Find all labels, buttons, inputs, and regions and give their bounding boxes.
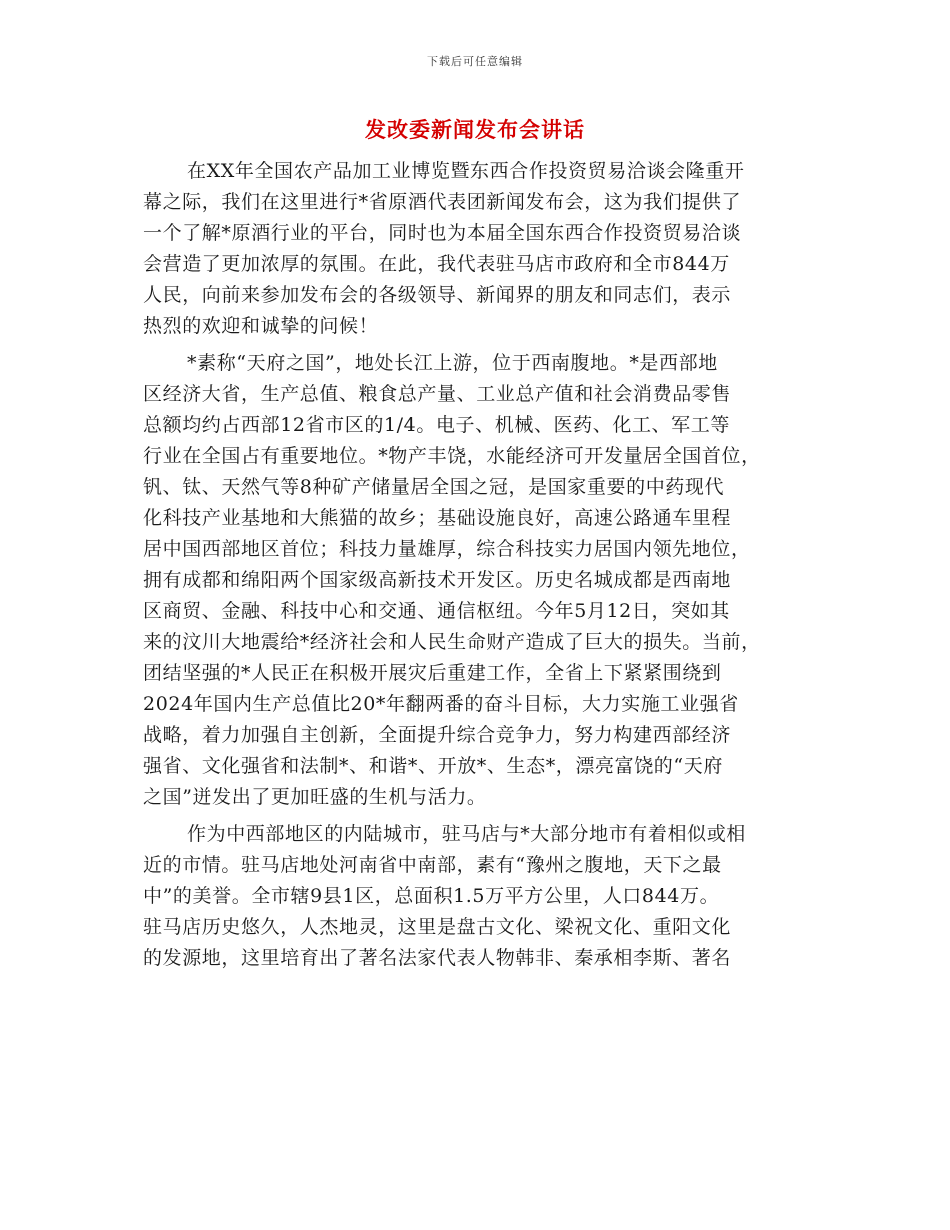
text-line: 来的汶川大地震给*经济社会和人民生命财产造成了巨大的损失。当前， — [143, 631, 761, 653]
text-line: 钒、钛、天然气等8种矿产储量居全国之冠，是国家重要的中药现代 — [143, 476, 725, 498]
text-line: 驻马店历史悠久，人杰地灵，这里是盘古文化、梁祝文化、重阳文化 — [143, 916, 732, 938]
document-title: 发改委新闻发布会讲话 — [365, 117, 585, 142]
paragraph-2 — [143, 348, 811, 813]
document-body — [143, 156, 811, 974]
header-note: 下载后可任意编辑 — [427, 55, 523, 68]
text-line: 近的市情。驻马店地处河南省中南部，素有“豫州之腹地，天下之最 — [143, 854, 722, 876]
text-line: 团结坚强的*人民正在积极开展灾后重建工作，全省上下紧紧围绕到 — [143, 662, 722, 684]
text-line: 一个了解*原酒行业的平台，同时也为本届全国东西合作投资贸易洽谈 — [143, 222, 742, 244]
text-line: 的发源地，这里培育出了著名法家代表人物韩非、秦承相李斯、著名 — [143, 947, 732, 969]
text-line: 幕之际，我们在这里进行*省原酒代表团新闻发布会，这为我们提供了 — [143, 191, 742, 213]
paragraph-3 — [143, 819, 811, 974]
paragraph-1 — [143, 156, 811, 342]
text-line: 行业在全国占有重要地位。*物产丰饶，水能经济可开发量居全国首位， — [143, 445, 761, 467]
text-line: 区经济大省，生产总值、粮食总产量、工业总产值和社会消费品零售 — [143, 383, 732, 405]
text-line: 拥有成都和绵阳两个国家级高新技术开发区。历史名城成都是西南地 — [143, 569, 732, 591]
text-line: 化科技产业基地和大熊猫的故乡；基础设施良好，高速公路通车里程 — [143, 507, 732, 529]
text-line: 之国”迸发出了更加旺盛的生机与活力。 — [143, 786, 487, 808]
text-line: 在XX年全国农产品加工业博览暨东西合作投资贸易洽谈会隆重开 — [187, 160, 745, 182]
text-line: 2024年国内生产总值比20*年翻两番的奋斗目标，大力实施工业强省 — [143, 693, 739, 715]
text-line: 区商贸、金融、科技中心和交通、通信枢纽。今年5月12日，突如其 — [143, 600, 730, 622]
text-line: 强省、文化强省和法制*、和谐*、开放*、生态*，漂亮富饶的“天府 — [143, 755, 723, 777]
text-line: 战略，着力加强自主创新，全面提升综合竞争力，努力构建西部经济 — [143, 724, 732, 746]
text-line: 人民，向前来参加发布会的各级领导、新闻界的朋友和同志们，表示 — [143, 284, 732, 306]
text-line: 居中国西部地区首位；科技力量雄厚，综合科技实力居国内领先地位， — [143, 538, 751, 560]
text-line: 总额均约占西部12省市区的1/4。电子、机械、医药、化工、军工等 — [143, 414, 730, 436]
text-line: 作为中西部地区的内陆城市，驻马店与*大部分地市有着相似或相 — [187, 823, 746, 845]
text-line: 会营造了更加浓厚的氛围。在此，我代表驻马店市政府和全市844万 — [143, 253, 730, 275]
text-line: *素称“天府之国”，地处长江上游，位于西南腹地。*是西部地 — [187, 352, 718, 374]
text-line: 中”的美誉。全市辖9县1区，总面积1.5万平方公里，人口844万。 — [143, 885, 720, 907]
text-line: 热烈的欢迎和诚挚的问候！ — [143, 315, 379, 337]
